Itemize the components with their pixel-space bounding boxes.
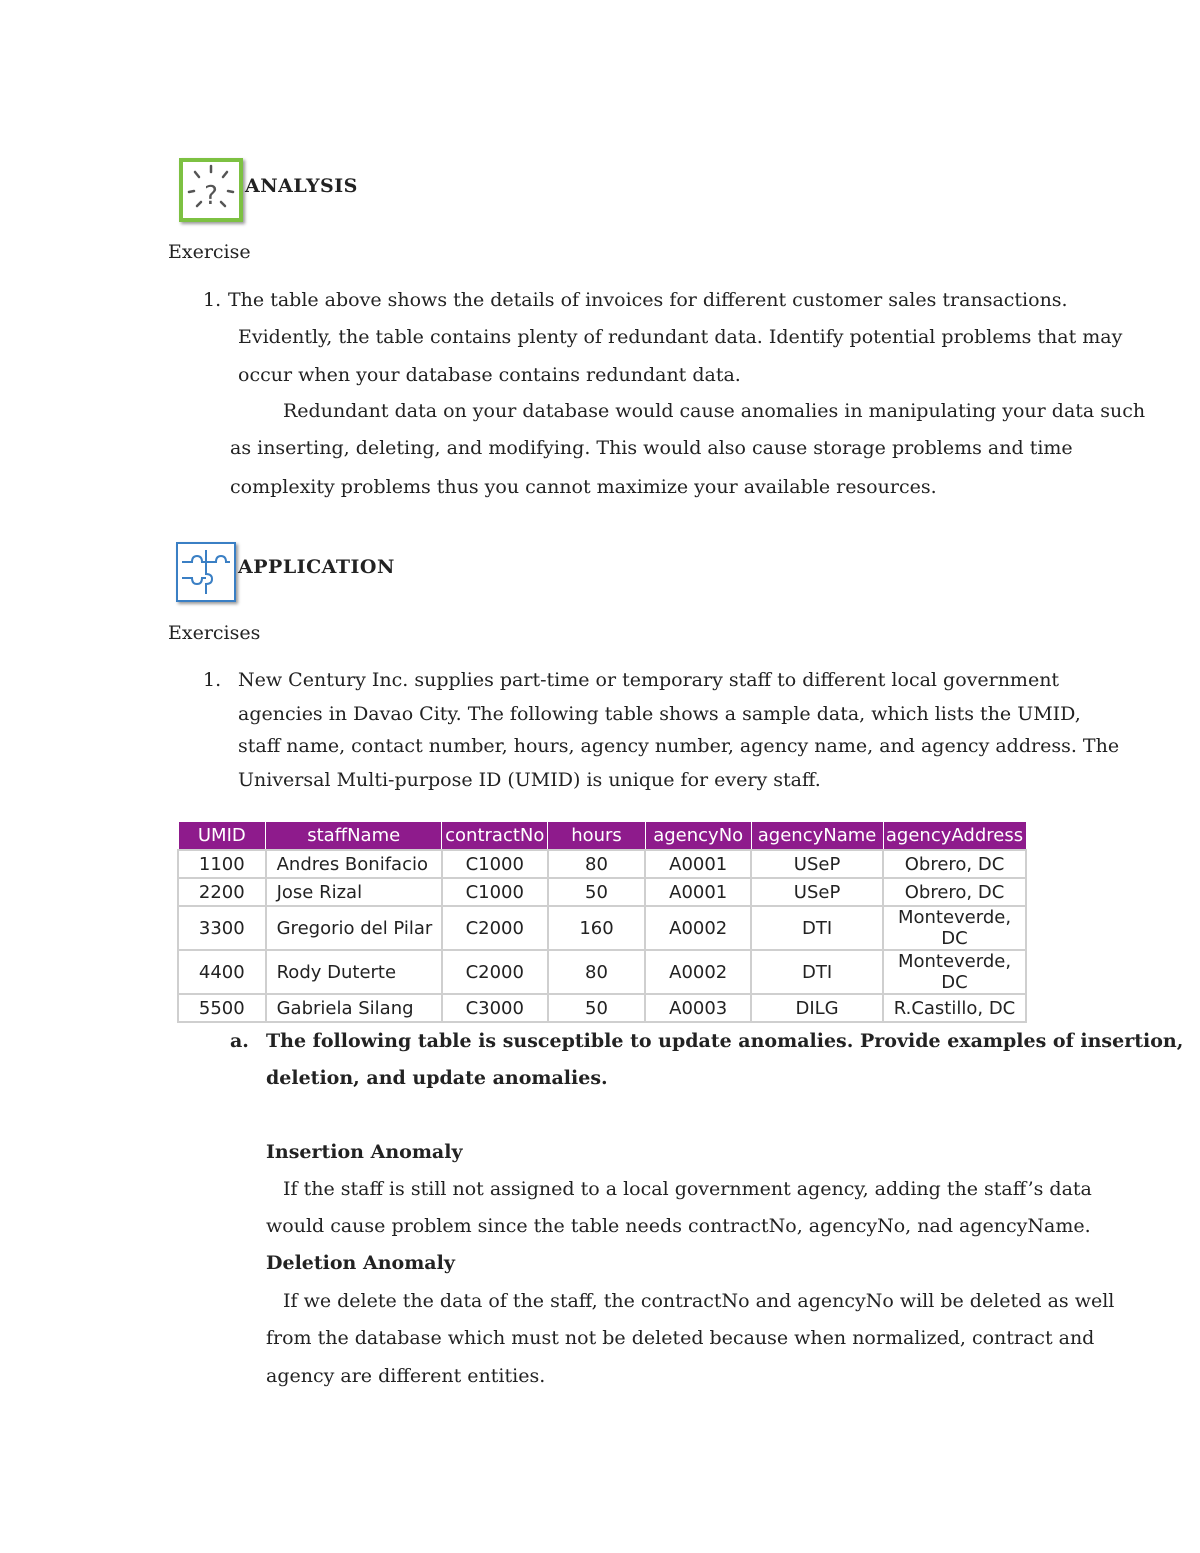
deletion-anomaly-line: from the database which must not be deleted because when normalized, contract and <box>266 1327 1095 1349</box>
application-puzzle-icon <box>176 542 236 602</box>
table-cell: Andres Bonifacio <box>266 850 442 878</box>
staff-table <box>177 821 1027 1023</box>
table-cell: C1000 <box>442 850 548 878</box>
table-cell: 5500 <box>178 994 266 1022</box>
table-cell: USeP <box>751 878 883 906</box>
analysis-question-icon <box>179 158 243 222</box>
application-heading: APPLICATION <box>238 556 395 578</box>
analysis-answer-line: as inserting, deleting, and modifying. This would also cause storage problems and time <box>230 437 1073 459</box>
table-row <box>178 906 1026 950</box>
table-cell: DILG <box>751 994 883 1022</box>
table-cell: R.Castillo, DC <box>883 994 1026 1022</box>
table-cell: C3000 <box>442 994 548 1022</box>
analysis-item-line: The table above shows the details of invoices for different customer sales transactions. <box>228 289 1068 311</box>
question-a-line: deletion, and update anomalies. <box>266 1067 608 1089</box>
analysis-item-number: 1. <box>203 289 222 311</box>
table-cell: Rody Duterte <box>266 950 442 994</box>
table-cell: C1000 <box>442 878 548 906</box>
table-cell: Gabriela Silang <box>266 994 442 1022</box>
table-cell: DTI <box>751 906 883 950</box>
application-item-line: New Century Inc. supplies part-time or temporary staff to different local government <box>238 669 1060 691</box>
analysis-answer-line: complexity problems thus you cannot maximize your available resources. <box>230 476 937 498</box>
table-cell: 160 <box>548 906 646 950</box>
deletion-anomaly-heading: Deletion Anomaly <box>266 1252 455 1274</box>
table-cell: Gregorio del Pilar <box>266 906 442 950</box>
table-cell: Obrero, DC <box>883 850 1026 878</box>
table-cell: DTI <box>751 950 883 994</box>
analysis-subheading: Exercise <box>168 241 251 263</box>
analysis-item-line: Evidently, the table contains plenty of redundant data. Identify potential problems that may <box>238 326 1123 348</box>
column-header-staffname: staffName <box>266 822 442 851</box>
table-cell: USeP <box>751 850 883 878</box>
table-cell: 3300 <box>178 906 266 950</box>
table-row <box>178 878 1026 906</box>
application-subheading: Exercises <box>168 622 261 644</box>
table-row <box>178 950 1026 994</box>
svg-text:?: ? <box>204 181 218 211</box>
table-cell: 4400 <box>178 950 266 994</box>
application-item-line: agencies in Davao City. The following table shows a sample data, which lists the UMID, <box>238 703 1081 725</box>
table-cell: Jose Rizal <box>266 878 442 906</box>
table-cell: Monteverde, DC <box>883 906 1026 950</box>
analysis-answer-line: Redundant data on your database would cause anomalies in manipulating your data such <box>283 400 1146 422</box>
table-cell: 80 <box>548 950 646 994</box>
insertion-anomaly-line: would cause problem since the table needs contractNo, agencyNo, nad agencyName. <box>266 1215 1091 1237</box>
table-row <box>178 850 1026 878</box>
application-item-line: staff name, contact number, hours, agency number, agency name, and agency address. The <box>238 735 1120 757</box>
column-header-hours: hours <box>548 822 646 851</box>
column-header-agencyname: agencyName <box>751 822 883 851</box>
table-cell: 1100 <box>178 850 266 878</box>
question-a-label: a. <box>230 1030 249 1052</box>
table-cell: Obrero, DC <box>883 878 1026 906</box>
table-cell: A0002 <box>645 950 751 994</box>
deletion-anomaly-line: agency are different entities. <box>266 1365 546 1387</box>
application-item-line: Universal Multi-purpose ID (UMID) is unique for every staff. <box>238 769 821 791</box>
table-cell: Monteverde, DC <box>883 950 1026 994</box>
table-cell: A0001 <box>645 850 751 878</box>
table-header-row <box>178 822 1026 851</box>
table-cell: A0003 <box>645 994 751 1022</box>
table-cell: 50 <box>548 878 646 906</box>
table-cell: C2000 <box>442 950 548 994</box>
deletion-anomaly-line: If we delete the data of the staff, the contractNo and agencyNo will be deleted as well <box>283 1290 1115 1312</box>
table-cell: A0001 <box>645 878 751 906</box>
column-header-agencyno: agencyNo <box>645 822 751 851</box>
table-cell: A0002 <box>645 906 751 950</box>
application-item-number: 1. <box>203 669 222 691</box>
question-a-line: The following table is susceptible to update anomalies. Provide examples of insertion, <box>266 1030 1184 1052</box>
column-header-agencyaddress: agencyAddress <box>883 822 1026 851</box>
table-cell: 2200 <box>178 878 266 906</box>
insertion-anomaly-line: If the staff is still not assigned to a local government agency, adding the staff’s data <box>283 1178 1092 1200</box>
table-cell: C2000 <box>442 906 548 950</box>
insertion-anomaly-heading: Insertion Anomaly <box>266 1141 463 1163</box>
column-header-umid: UMID <box>178 822 266 851</box>
analysis-heading: ANALYSIS <box>245 175 358 197</box>
column-header-contractno: contractNo <box>442 822 548 851</box>
analysis-item-line: occur when your database contains redundant data. <box>238 364 741 386</box>
table-row <box>178 994 1026 1022</box>
table-cell: 80 <box>548 850 646 878</box>
table-cell: 50 <box>548 994 646 1022</box>
